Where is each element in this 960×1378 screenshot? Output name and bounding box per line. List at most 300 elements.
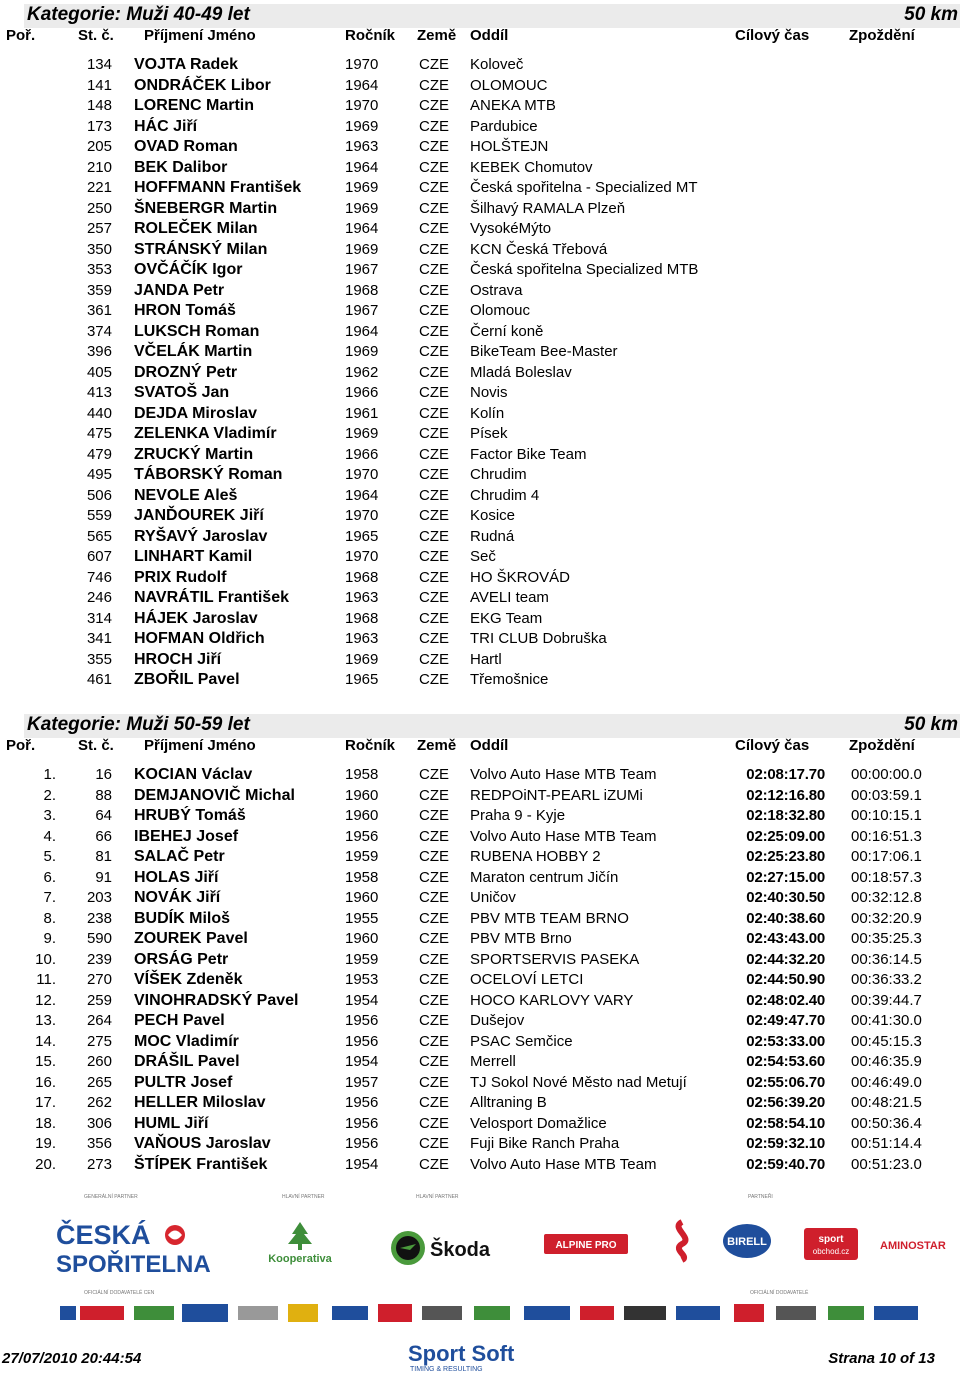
cell-year: 1970	[345, 97, 379, 114]
sponsor-strip	[56, 1190, 960, 1330]
cell-country: CZE	[419, 76, 449, 94]
cell-club: Dušejov	[470, 1012, 525, 1029]
table-row	[0, 848, 960, 868]
cell-club: Chrudim 4	[470, 486, 540, 504]
cell-name: PECH Pavel	[134, 1012, 225, 1029]
cell-country: CZE	[419, 322, 449, 340]
cell-year: 1958	[345, 868, 379, 886]
cell-start-number: 221	[86, 179, 112, 196]
partners-label: PARTNEŘI	[748, 1194, 773, 1200]
table-row	[0, 869, 960, 889]
aminostar-text: AMINOSTAR	[880, 1240, 946, 1252]
cell-name: DROZNÝ Petr	[134, 363, 238, 381]
cell-country: CZE	[419, 609, 449, 627]
cell-year: 1959	[345, 848, 379, 865]
cell-start-number: 134	[86, 56, 112, 73]
cell-start-number: 461	[86, 671, 112, 688]
cell-name: HOFFMANN František	[134, 179, 302, 196]
table-row	[0, 282, 960, 302]
cell-year: 1970	[345, 56, 379, 73]
table-row	[0, 766, 960, 786]
cell-start-number: 361	[86, 302, 112, 319]
cell-name: ZOUREK Pavel	[134, 930, 248, 947]
cell-start-number: 413	[86, 384, 112, 401]
cell-club: Factor Bike Team	[470, 445, 587, 463]
cell-club: Merrell	[470, 1053, 516, 1070]
header-st-cislo: St. č.	[78, 27, 114, 44]
cell-start-number: 265	[86, 1073, 112, 1091]
cell-finish-time: 02:40:30.50	[746, 889, 825, 906]
cell-year: 1967	[345, 261, 379, 278]
cell-finish-time: 02:27:15.00	[746, 868, 825, 886]
cell-year: 1966	[345, 445, 379, 463]
table-row	[0, 364, 960, 384]
cell-year: 1964	[345, 486, 379, 504]
cell-country: CZE	[419, 343, 449, 360]
table-header	[0, 27, 960, 47]
cell-poradi: 7.	[43, 889, 56, 906]
table-row	[0, 405, 960, 425]
cell-country: CZE	[419, 507, 449, 524]
table-row	[0, 323, 960, 343]
cell-finish-time: 02:44:32.20	[746, 950, 825, 968]
cell-start-number: 64	[95, 807, 112, 824]
table-row	[0, 261, 960, 281]
cell-name: ŠTÍPEK František	[134, 1155, 268, 1173]
cell-delay: 00:48:21.5	[851, 1094, 922, 1111]
cell-club: KCN Česká Třebová	[470, 240, 608, 258]
table-row	[0, 384, 960, 404]
cell-country: CZE	[419, 868, 449, 886]
cell-start-number: 355	[86, 650, 112, 668]
cell-start-number: 173	[86, 117, 112, 135]
cell-start-number: 440	[86, 404, 112, 422]
table-row	[0, 548, 960, 568]
cell-name: JANDA Petr	[134, 281, 225, 299]
cell-start-number: 246	[86, 589, 112, 606]
cell-year: 1969	[345, 650, 379, 668]
cell-poradi: 18.	[35, 1114, 56, 1132]
sportsoft-sub-text: TIMING & RESULTING	[410, 1366, 483, 1373]
cell-poradi: 12.	[35, 991, 56, 1009]
cell-name: LORENC Martin	[134, 97, 254, 114]
cell-club: OLOMOUC	[470, 76, 548, 94]
cell-name: HRON Tomáš	[134, 302, 236, 319]
cell-country: CZE	[419, 486, 449, 504]
birell-logo	[722, 1222, 772, 1260]
cell-country: CZE	[419, 991, 449, 1009]
cell-club: SPORTSERVIS PASEKA	[470, 950, 640, 968]
cell-start-number: 238	[86, 909, 112, 927]
cell-country: CZE	[419, 589, 449, 606]
cell-finish-time: 02:49:47.70	[746, 1012, 825, 1029]
cell-club: OCELOVÍ LETCI	[470, 971, 584, 988]
cell-year: 1965	[345, 671, 379, 688]
cell-start-number: 239	[86, 950, 112, 968]
cell-club: Praha 9 - Kyje	[470, 807, 566, 824]
cell-name: HRUBÝ Tomáš	[134, 807, 246, 824]
cell-delay: 00:45:15.3	[851, 1032, 922, 1050]
cell-country: CZE	[419, 786, 449, 804]
table-row	[0, 569, 960, 589]
category-distance: 50 km	[904, 714, 958, 735]
cell-club: Rudná	[470, 527, 515, 545]
header-zpozdeni: Zpoždění	[849, 27, 915, 44]
cell-start-number: 479	[86, 445, 112, 463]
cell-year: 1961	[345, 404, 379, 422]
cell-finish-time: 02:59:40.70	[746, 1155, 825, 1173]
cell-poradi: 1.	[43, 766, 56, 783]
cell-name: TÁBORSKÝ Roman	[134, 466, 283, 483]
cell-year: 1960	[345, 786, 379, 804]
cell-name: ONDRÁČEK Libor	[134, 76, 271, 94]
cell-name: HOFMAN Oldřich	[134, 630, 265, 647]
cell-finish-time: 02:54:53.60	[746, 1053, 825, 1070]
cell-delay: 00:35:25.3	[851, 930, 922, 947]
cell-delay: 00:46:35.9	[851, 1053, 922, 1070]
header-oddil: Oddíl	[470, 737, 509, 754]
cell-start-number: 350	[86, 240, 112, 258]
cell-start-number: 148	[86, 97, 112, 114]
cell-name: ZRUCKÝ Martin	[134, 445, 254, 463]
cell-name: VÍŠEK Zdeněk	[134, 971, 243, 988]
cell-club: EKG Team	[470, 609, 543, 627]
cell-finish-time: 02:08:17.70	[746, 766, 825, 783]
table-row	[0, 1115, 960, 1135]
cell-country: CZE	[419, 404, 449, 422]
cell-year: 1959	[345, 950, 379, 968]
cell-start-number: 270	[86, 971, 112, 988]
cell-club: ANEKA MTB	[470, 97, 556, 114]
cell-name: HOLAS Jiří	[134, 868, 219, 886]
cell-country: CZE	[419, 445, 449, 463]
header-st-cislo: St. č.	[78, 737, 114, 754]
cell-country: CZE	[419, 97, 449, 114]
cell-club: Kosice	[470, 507, 516, 524]
cell-country: CZE	[419, 1053, 449, 1070]
table-row	[0, 528, 960, 548]
cell-country: CZE	[419, 909, 449, 927]
cell-poradi: 14.	[35, 1032, 56, 1050]
table-row	[0, 1135, 960, 1155]
cell-name: NEVOLE Aleš	[134, 486, 238, 504]
cell-year: 1969	[345, 425, 379, 442]
table-row	[0, 828, 960, 848]
cell-start-number: 259	[86, 991, 112, 1009]
table-row	[0, 1156, 960, 1176]
cell-poradi: 4.	[43, 827, 56, 845]
cell-start-number: 607	[86, 548, 112, 565]
cell-finish-time: 02:44:50.90	[746, 971, 825, 988]
table-row	[0, 807, 960, 827]
alpine-pro-logo	[544, 1234, 628, 1254]
cell-year: 1970	[345, 466, 379, 483]
cell-poradi: 20.	[35, 1155, 56, 1173]
header-cilovy-cas: Cílový čas	[735, 737, 810, 754]
cell-year: 1960	[345, 889, 379, 906]
cell-start-number: 205	[86, 138, 112, 155]
cell-country: CZE	[419, 1155, 449, 1173]
table-row	[0, 200, 960, 220]
cell-country: CZE	[419, 807, 449, 824]
table-row	[0, 971, 960, 991]
cell-delay: 00:10:15.1	[851, 807, 922, 824]
cell-club: Chrudim	[470, 466, 527, 483]
cell-name: HÁJEK Jaroslav	[134, 609, 258, 627]
cell-name: OVČÁČÍK Igor	[134, 261, 243, 278]
cell-country: CZE	[419, 950, 449, 968]
cell-name: BEK Dalibor	[134, 158, 228, 176]
cell-year: 1956	[345, 1012, 379, 1029]
cell-start-number: 16	[95, 766, 112, 783]
cell-year: 1963	[345, 589, 379, 606]
supplier-label-2: OFICIÁLNÍ DODAVATELÉ	[750, 1290, 809, 1296]
cell-poradi: 16.	[35, 1073, 56, 1091]
cell-poradi: 3.	[43, 807, 56, 824]
table-header	[0, 737, 960, 757]
cell-club: Česká spořitelna - Specialized MT	[470, 179, 698, 196]
ceska-sporitelna-logo	[54, 1212, 211, 1278]
cell-start-number: 262	[86, 1094, 112, 1111]
supplier-label: OFICIÁLNÍ DODAVATELÉ CEN	[84, 1290, 155, 1296]
cell-name: ORSÁG Petr	[134, 950, 229, 968]
table-row	[0, 930, 960, 950]
cell-year: 1963	[345, 138, 379, 155]
cell-year: 1969	[345, 240, 379, 258]
main-partner-label-2: HLAVNÍ PARTNER	[416, 1194, 459, 1200]
cell-poradi: 17.	[35, 1094, 56, 1111]
cell-name: IBEHEJ Josef	[134, 827, 239, 845]
cell-poradi: 8.	[43, 909, 56, 927]
header-jmeno: Příjmení Jméno	[144, 27, 256, 44]
cell-club: Volvo Auto Hase MTB Team	[470, 827, 657, 845]
cell-start-number: 91	[95, 868, 112, 886]
table-row	[0, 179, 960, 199]
cell-country: CZE	[419, 671, 449, 688]
cell-club: RUBENA HOBBY 2	[470, 848, 601, 865]
cell-name: ZELENKA Vladimír	[134, 425, 277, 442]
table-row	[0, 343, 960, 363]
header-poradi: Poř.	[6, 27, 36, 44]
kooperativa-text: Kooperativa	[268, 1253, 332, 1265]
cell-club: Olomouc	[470, 302, 531, 319]
cell-club: VysokéMýto	[470, 220, 552, 237]
cell-finish-time: 02:53:33.00	[746, 1032, 825, 1050]
print-datetime: 27/07/2010 20:44:54	[2, 1350, 142, 1367]
cell-finish-time: 02:25:09.00	[746, 827, 825, 845]
cell-delay: 00:51:14.4	[851, 1135, 922, 1152]
cell-club: Mladá Boleslav	[470, 363, 572, 381]
cell-delay: 00:36:33.2	[851, 971, 922, 988]
table-row	[0, 446, 960, 466]
page-number: Strana 10 of 13	[828, 1350, 935, 1367]
cell-country: CZE	[419, 1073, 449, 1091]
cell-name: HELLER Miloslav	[134, 1094, 266, 1111]
cell-start-number: 314	[86, 609, 112, 627]
cell-delay: 00:51:23.0	[851, 1155, 922, 1173]
cell-year: 1969	[345, 179, 379, 196]
table-row	[0, 889, 960, 909]
category-distance: 50 km	[904, 4, 958, 25]
cell-delay: 00:36:14.5	[851, 950, 922, 968]
table-row	[0, 220, 960, 240]
cell-club: Uničov	[470, 889, 516, 906]
cell-delay: 00:41:30.0	[851, 1012, 922, 1029]
cell-country: CZE	[419, 548, 449, 565]
birell-text: BIRELL	[727, 1236, 767, 1248]
cell-year: 1969	[345, 199, 379, 217]
cell-finish-time: 02:59:32.10	[746, 1135, 825, 1152]
cs-logo-text-2: SPOŘITELNA	[56, 1251, 211, 1278]
cell-finish-time: 02:48:02.40	[746, 991, 825, 1009]
cell-start-number: 306	[86, 1114, 112, 1132]
table-row	[0, 1094, 960, 1114]
cell-year: 1964	[345, 322, 379, 340]
cell-club: Koloveč	[470, 56, 524, 73]
cell-year: 1955	[345, 909, 379, 927]
cell-delay: 00:39:44.7	[851, 991, 922, 1009]
cell-start-number: 396	[86, 343, 112, 360]
cell-club: BikeTeam Bee-Master	[470, 343, 618, 360]
cell-club: PSAC Semčice	[470, 1032, 573, 1050]
cell-club: Volvo Auto Hase MTB Team	[470, 766, 657, 783]
cell-name: MOC Vladimír	[134, 1032, 239, 1050]
cell-year: 1953	[345, 971, 379, 988]
table-row	[0, 951, 960, 971]
general-partner-label: GENERÁLNÍ PARTNER	[84, 1194, 138, 1200]
cell-name: JANĎOUREK Jiří	[134, 507, 264, 524]
cell-delay: 00:50:36.4	[851, 1114, 922, 1132]
cell-country: CZE	[419, 848, 449, 865]
table-row	[0, 241, 960, 261]
cell-club: Velosport Domažlice	[470, 1114, 607, 1132]
cell-year: 1954	[345, 1053, 379, 1070]
cell-start-number: 203	[86, 889, 112, 906]
table-row	[0, 589, 960, 609]
table-row	[0, 97, 960, 117]
cell-poradi: 6.	[43, 868, 56, 886]
cell-name: SVATOŠ Jan	[134, 384, 230, 401]
cell-club: Písek	[470, 425, 508, 442]
cell-year: 1964	[345, 158, 379, 176]
cell-start-number: 374	[86, 322, 112, 340]
cell-country: CZE	[419, 930, 449, 947]
cell-year: 1969	[345, 343, 379, 360]
table-row	[0, 671, 960, 691]
cell-year: 1956	[345, 1032, 379, 1050]
specialized-logo	[660, 1218, 704, 1264]
aminostar-logo	[880, 1236, 946, 1254]
cell-name: VAŇOUS Jaroslav	[134, 1135, 271, 1152]
cell-name: DEJDA Miroslav	[134, 404, 257, 422]
cell-name: RYŠAVÝ Jaroslav	[134, 527, 268, 545]
cell-start-number: 264	[86, 1012, 112, 1029]
cell-club: HOCO KARLOVY VARY	[470, 991, 634, 1009]
cell-name: DEMJANOVIČ Michal	[134, 786, 295, 804]
cell-delay: 00:17:06.1	[851, 848, 922, 865]
cell-club: KEBEK Chomutov	[470, 158, 593, 176]
cell-start-number: 250	[86, 199, 112, 217]
cell-year: 1956	[345, 1114, 379, 1132]
cell-country: CZE	[419, 466, 449, 483]
cell-year: 1958	[345, 766, 379, 783]
cell-year: 1964	[345, 220, 379, 237]
cell-country: CZE	[419, 179, 449, 196]
category-title: Kategorie: Muži 50-59 let	[27, 714, 250, 735]
cell-country: CZE	[419, 56, 449, 73]
header-zpozdeni: Zpoždění	[849, 737, 915, 754]
cell-country: CZE	[419, 889, 449, 906]
cell-name: NOVÁK Jiří	[134, 889, 221, 906]
cell-country: CZE	[419, 138, 449, 155]
header-jmeno: Příjmení Jméno	[144, 737, 256, 754]
main-partner-label-1: HLAVNÍ PARTNER	[282, 1194, 325, 1200]
cell-name: VINOHRADSKÝ Pavel	[134, 991, 299, 1009]
cell-start-number: 88	[95, 786, 112, 804]
cell-start-number: 275	[86, 1032, 112, 1050]
cell-club: TJ Sokol Nové Město nad Metují	[470, 1073, 687, 1091]
table-row	[0, 159, 960, 179]
cs-logo-text-1: ČESKÁ	[56, 1220, 151, 1250]
cell-name: HROCH Jiří	[134, 650, 222, 668]
cell-delay: 00:16:51.3	[851, 827, 922, 845]
cell-delay: 00:32:20.9	[851, 909, 922, 927]
cell-country: CZE	[419, 384, 449, 401]
cell-poradi: 10.	[35, 950, 56, 968]
cell-country: CZE	[419, 425, 449, 442]
cell-year: 1966	[345, 384, 379, 401]
table-row	[0, 466, 960, 486]
cell-country: CZE	[419, 1114, 449, 1132]
cell-start-number: 495	[86, 466, 112, 483]
cell-year: 1965	[345, 527, 379, 545]
cell-club: REDPOiNT-PEARL iZUMi	[470, 786, 643, 804]
cell-delay: 00:00:00.0	[851, 766, 922, 783]
cell-country: CZE	[419, 158, 449, 176]
cell-country: CZE	[419, 281, 449, 299]
cell-country: CZE	[419, 527, 449, 545]
cell-year: 1956	[345, 1135, 379, 1152]
cell-name: OVAD Roman	[134, 138, 238, 155]
alpine-text: ALPINE PRO	[555, 1240, 617, 1251]
cell-year: 1967	[345, 302, 379, 319]
cell-name: DRÁŠIL Pavel	[134, 1053, 240, 1070]
cell-country: CZE	[419, 117, 449, 135]
cell-start-number: 475	[86, 425, 112, 442]
table-row	[0, 651, 960, 671]
table-row	[0, 138, 960, 158]
cell-name: KOCIAN Václav	[134, 766, 253, 783]
cell-club: TRI CLUB Dobruška	[470, 630, 607, 647]
cell-country: CZE	[419, 766, 449, 783]
cell-start-number: 257	[86, 220, 112, 237]
cell-country: CZE	[419, 1135, 449, 1152]
cell-start-number: 559	[86, 507, 112, 524]
sportsoft-logo	[408, 1339, 548, 1373]
cell-start-number: 341	[86, 630, 112, 647]
cell-year: 1968	[345, 281, 379, 299]
cell-start-number: 66	[95, 827, 112, 845]
cell-club: Třemošnice	[470, 671, 549, 688]
cell-start-number: 506	[86, 486, 112, 504]
cell-country: CZE	[419, 1032, 449, 1050]
cell-name: HÁC Jiří	[134, 117, 198, 135]
table-row	[0, 302, 960, 322]
cell-club: Novis	[470, 384, 508, 401]
cell-year: 1970	[345, 548, 379, 565]
cell-name: SALAČ Petr	[134, 848, 225, 865]
table-row	[0, 1074, 960, 1094]
